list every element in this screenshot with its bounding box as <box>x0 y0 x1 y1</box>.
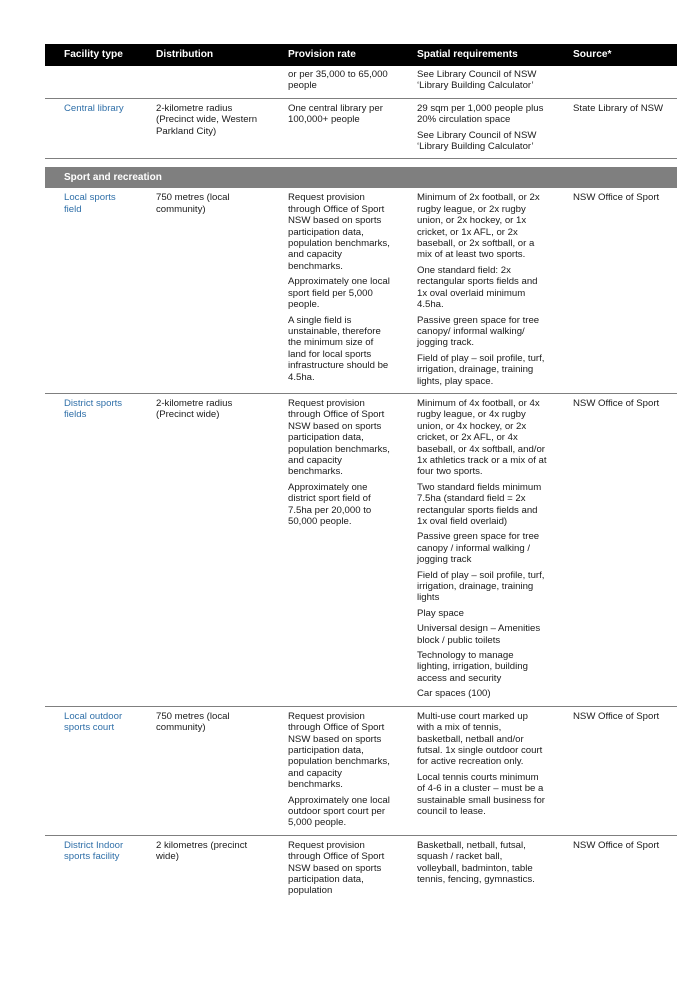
table-row-continuation <box>45 66 677 98</box>
cell-source: State Library of NSW <box>555 98 677 159</box>
cell-spatial-requirements-paragraph: Two standard fields minimum 7.5ha (standard field = 2x rectangular sports fields and 1x oval field overlaid) <box>417 481 542 527</box>
cell-facility <box>45 66 138 98</box>
cell-spatial-requirements-paragraph: Minimum of 4x football, or 4x rugby league, or 4x rugby union, or 4x hockey, or 2x cricket, or 2x AFL, or 4x baseball, or 4x softball, and/or 1x athletics track or a mix of at four two sports. <box>417 397 547 478</box>
cell-spatial-requirements-paragraph: Car spaces (100) <box>417 688 491 700</box>
cell-source: NSW Office of Sport <box>555 706 677 835</box>
cell-provision-rate-paragraph: One central library per 100,000+ people <box>288 102 383 126</box>
table-row <box>45 835 677 903</box>
cell-provision-rate <box>270 835 399 903</box>
cell-spatial-requirements <box>399 98 555 159</box>
cell-distribution: 750 metres (local community) <box>138 188 270 393</box>
table-row <box>45 393 677 706</box>
cell-provision-rate-paragraph: Request provision through Office of Sport NSW based on sports participation data, population <box>288 839 385 897</box>
header-source: Source* <box>555 44 677 66</box>
cell-distribution: 2-kilometre radius (Precinct wide, Western Parkland City) <box>138 98 270 159</box>
table-body <box>45 66 677 903</box>
cell-provision-rate-paragraph: Approximately one local outdoor sport court per 5,000 people. <box>288 794 390 829</box>
cell-distribution <box>138 66 270 98</box>
cell-provision-rate-paragraph: Request provision through Office of Sport NSW based on sports participation data, population benchmarks, and capacity benchmarks. <box>288 397 390 478</box>
cell-facility-type: District sports fields <box>45 393 138 706</box>
table-header-row <box>45 44 677 66</box>
header-distribution: Distribution <box>138 44 270 66</box>
cell-distribution: 2-kilometre radius (Precinct wide) <box>138 393 270 706</box>
cell-spatial-requirements-paragraph: See Library Council of NSW ‘Library Building Calculator’ <box>417 129 537 153</box>
section-spacer-cell <box>45 159 677 168</box>
cell-spatial-requirements <box>399 706 555 835</box>
cell-provision-rate <box>270 188 399 393</box>
cell-spatial-requirements-paragraph: 29 sqm per 1,000 people plus 20% circulation space <box>417 102 544 126</box>
cell-spatial-requirements-paragraph: One standard field: 2x rectangular sports fields and 1x oval overlaid minimum 4.5ha. <box>417 264 538 311</box>
cell-spatial-requirements <box>399 188 555 393</box>
cell-provision-rate <box>270 98 399 159</box>
cell-provision-rate <box>270 706 399 835</box>
cell-spatial-requirements-paragraph: Technology to manage lighting, irrigation, building access and security <box>417 650 528 684</box>
cell-spatial-requirements <box>399 393 555 706</box>
cell-spatial-requirements-paragraph: Passive green space for tree canopy / informal walking / jogging track <box>417 531 540 566</box>
cell-spatial-requirements-paragraph: Field of play – soil profile, turf, irrigation, drainage, training lights <box>417 569 545 604</box>
cell-provision: or per 35,000 to 65,000 people <box>270 66 399 98</box>
facility-table <box>45 44 677 903</box>
cell-facility-type: Local outdoor sports court <box>45 706 138 835</box>
section-header-row <box>45 167 677 188</box>
cell-spatial-requirements-paragraph: Basketball, netball, futsal, squash / racket ball, volleyball, badminton, table tennis, fencing, gymnastics. <box>417 839 535 885</box>
cell-spatial-requirements-paragraph: Multi-use court marked up with a mix of tennis, basketball, netball and/or futsal. 1x single outdoor court for active recreation only. <box>417 710 543 768</box>
header-provision-rate: Provision rate <box>270 44 399 66</box>
cell-distribution: 2 kilometres (precinct wide) <box>156 839 248 863</box>
cell-provision-rate-paragraph: Request provision through Office of Sport NSW based on sports participation data, population benchmarks, and capacity benchmarks. <box>288 710 390 791</box>
cell-source: NSW Office of Sport <box>555 393 677 706</box>
table-row <box>45 706 677 835</box>
header-facility-type: Facility type <box>45 44 138 66</box>
table-row <box>45 98 677 159</box>
cell-spatial-requirements <box>399 835 555 903</box>
cell-facility-type: Central library <box>45 98 138 159</box>
cell-provision-rate-paragraph: Approximately one local sport field per 5,000 people. <box>288 276 390 311</box>
cell-source <box>555 66 677 98</box>
cell-provision-rate-paragraph: Approximately one district sport field of 7.5ha per 20,000 to 50,000 people. <box>288 481 372 527</box>
cell-spatial-requirements-paragraph: Universal design – Amenities block / public toilets <box>417 623 541 646</box>
cell-source: NSW Office of Sport <box>555 188 677 393</box>
section-spacer <box>45 159 677 168</box>
cell-provision-rate <box>270 393 399 706</box>
section-header-sport-and-recreation: Sport and recreation <box>45 167 677 188</box>
cell-spatial-requirements-paragraph: Play space <box>417 607 464 619</box>
cell-spatial-requirements-paragraph: Field of play – soil profile, turf, irrigation, drainage, training lights, play space. <box>417 352 545 387</box>
cell-spatial: See Library Council of NSW ‘Library Building Calculator’ <box>399 66 555 98</box>
cell-facility-type: District Indoor sports facility <box>64 839 124 863</box>
cell-provision-rate-paragraph: Request provision through Office of Sport NSW based on sports participation data, population benchmarks, and capacity benchmarks. <box>288 192 390 272</box>
cell-spatial-requirements-paragraph: Passive green space for tree canopy/ informal walking/ jogging track. <box>417 314 540 349</box>
cell-provision-rate-paragraph: A single field is unstainable, therefore the minimum size of land for local sports infrastructure should be 4.5ha. <box>288 314 389 383</box>
cell-facility-type: Local sports field <box>45 188 138 393</box>
cell-source: NSW Office of Sport <box>573 839 660 851</box>
header-spatial-requirements: Spatial requirements <box>399 44 555 66</box>
cell-spatial-requirements-paragraph: Minimum of 2x football, or 2x rugby league, or 2x rugby union, or 2x hockey, or 1x cricket, or 1x AFL, or 2x baseball, or 2x softball, or a mix of at least two sports. <box>417 192 540 261</box>
cell-spatial-requirements-paragraph: Local tennis courts minimum of 4-6 in a cluster – must be a sustainable small business for council to lease. <box>417 771 545 817</box>
cell-distribution: 750 metres (local community) <box>138 706 270 835</box>
table-row <box>45 188 677 393</box>
